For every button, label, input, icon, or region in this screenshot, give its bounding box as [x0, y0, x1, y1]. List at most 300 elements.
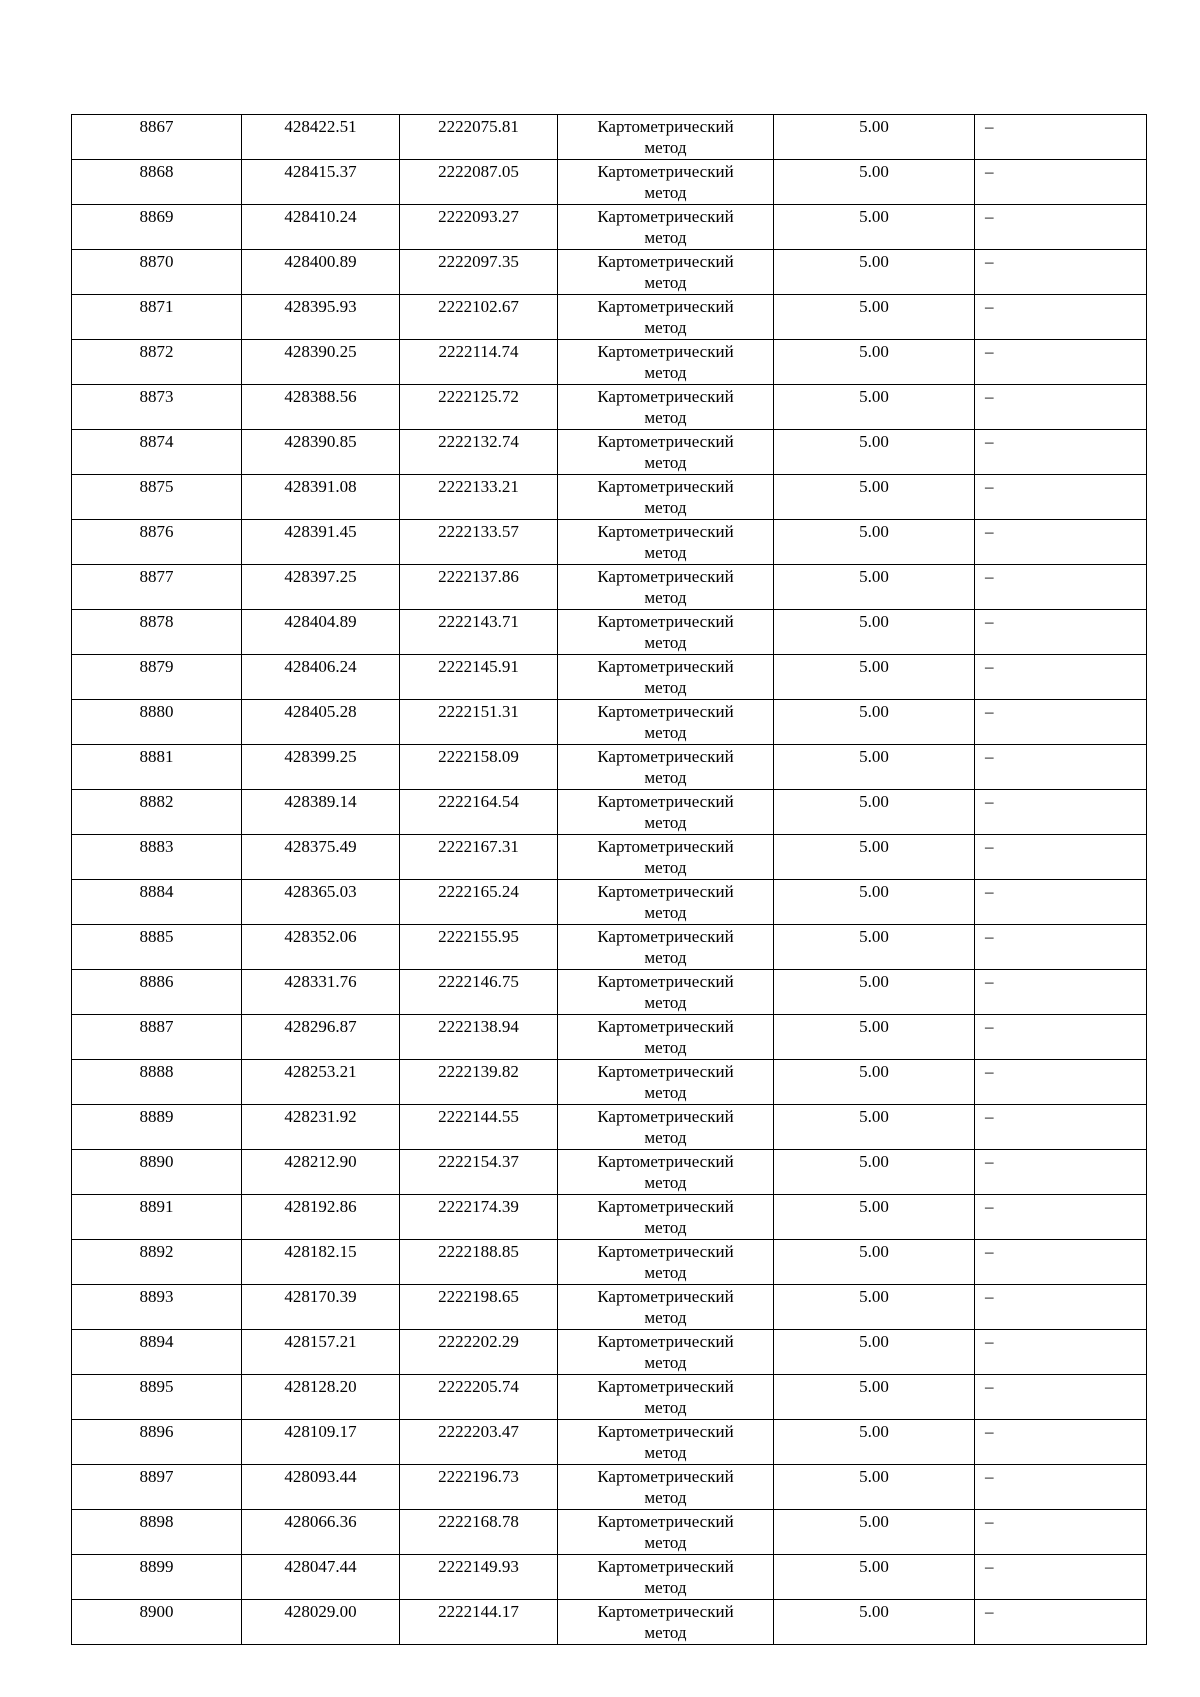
table-row	[72, 925, 1147, 970]
method-text-line: Картометрический	[597, 1602, 734, 1621]
method-cell	[558, 385, 774, 430]
point-number-cell: 8882	[72, 790, 242, 835]
table-row	[72, 1060, 1147, 1105]
method-text-line: метод	[644, 1218, 687, 1237]
method-text-line: метод	[644, 1443, 687, 1462]
x-coordinate-cell: 428128.20	[242, 1375, 400, 1420]
method-cell	[558, 565, 774, 610]
method-cell	[558, 1195, 774, 1240]
x-coordinate-cell: 428253.21	[242, 1060, 400, 1105]
point-number-cell: 8893	[72, 1285, 242, 1330]
y-coordinate-cell: 2222168.78	[400, 1510, 558, 1555]
method-text-line: метод	[644, 183, 687, 202]
note-cell: –	[975, 1285, 1147, 1330]
note-cell: –	[975, 160, 1147, 205]
method-cell	[558, 1555, 774, 1600]
point-number-cell: 8867	[72, 115, 242, 160]
point-number-cell: 8898	[72, 1510, 242, 1555]
method-text-line: Картометрический	[597, 972, 734, 991]
x-coordinate-cell: 428352.06	[242, 925, 400, 970]
method-text-line: Картометрический	[597, 1512, 734, 1531]
method-text-line: Картометрический	[597, 567, 734, 586]
precision-cell: 5.00	[774, 1105, 975, 1150]
point-number-cell: 8870	[72, 250, 242, 295]
y-coordinate-cell: 2222143.71	[400, 610, 558, 655]
note-cell: –	[975, 655, 1147, 700]
method-text-line: метод	[644, 858, 687, 877]
note-cell: –	[975, 790, 1147, 835]
method-text-line: метод	[644, 273, 687, 292]
method-text-line: Картометрический	[597, 477, 734, 496]
point-number-cell: 8886	[72, 970, 242, 1015]
point-number-cell: 8878	[72, 610, 242, 655]
precision-cell: 5.00	[774, 970, 975, 1015]
x-coordinate-cell: 428375.49	[242, 835, 400, 880]
method-text-line: метод	[644, 948, 687, 967]
method-text-line: метод	[644, 1263, 687, 1282]
note-cell: –	[975, 1510, 1147, 1555]
note-cell: –	[975, 745, 1147, 790]
precision-cell: 5.00	[774, 880, 975, 925]
precision-cell: 5.00	[774, 1330, 975, 1375]
precision-cell: 5.00	[774, 1285, 975, 1330]
method-text-line: Картометрический	[597, 297, 734, 316]
note-cell: –	[975, 250, 1147, 295]
y-coordinate-cell: 2222097.35	[400, 250, 558, 295]
x-coordinate-cell: 428391.08	[242, 475, 400, 520]
y-coordinate-cell: 2222203.47	[400, 1420, 558, 1465]
method-text-line: Картометрический	[597, 432, 734, 451]
note-cell: –	[975, 115, 1147, 160]
y-coordinate-cell: 2222133.21	[400, 475, 558, 520]
method-text-line: Картометрический	[597, 252, 734, 271]
y-coordinate-cell: 2222075.81	[400, 115, 558, 160]
y-coordinate-cell: 2222205.74	[400, 1375, 558, 1420]
precision-cell: 5.00	[774, 565, 975, 610]
method-text-line: Картометрический	[597, 522, 734, 541]
note-cell: –	[975, 1420, 1147, 1465]
method-cell	[558, 115, 774, 160]
y-coordinate-cell: 2222146.75	[400, 970, 558, 1015]
x-coordinate-cell: 428029.00	[242, 1600, 400, 1645]
method-cell	[558, 1240, 774, 1285]
method-text-line: Картометрический	[597, 837, 734, 856]
point-number-cell: 8871	[72, 295, 242, 340]
method-text-line: Картометрический	[597, 1107, 734, 1126]
method-text-line: метод	[644, 588, 687, 607]
x-coordinate-cell: 428406.24	[242, 655, 400, 700]
note-cell: –	[975, 1150, 1147, 1195]
y-coordinate-cell: 2222144.55	[400, 1105, 558, 1150]
method-cell	[558, 880, 774, 925]
method-text-line: метод	[644, 1398, 687, 1417]
method-cell	[558, 205, 774, 250]
x-coordinate-cell: 428399.25	[242, 745, 400, 790]
method-text-line: метод	[644, 993, 687, 1012]
y-coordinate-cell: 2222137.86	[400, 565, 558, 610]
table-row	[72, 835, 1147, 880]
y-coordinate-cell: 2222093.27	[400, 205, 558, 250]
table-row	[72, 700, 1147, 745]
method-cell	[558, 1150, 774, 1195]
method-text-line: метод	[644, 498, 687, 517]
note-cell: –	[975, 1060, 1147, 1105]
y-coordinate-cell: 2222102.67	[400, 295, 558, 340]
method-text-line: Картометрический	[597, 342, 734, 361]
x-coordinate-cell: 428231.92	[242, 1105, 400, 1150]
method-text-line: Картометрический	[597, 1287, 734, 1306]
table-row	[72, 1330, 1147, 1375]
note-cell: –	[975, 835, 1147, 880]
x-coordinate-cell: 428405.28	[242, 700, 400, 745]
method-cell	[558, 1060, 774, 1105]
precision-cell: 5.00	[774, 745, 975, 790]
y-coordinate-cell: 2222196.73	[400, 1465, 558, 1510]
x-coordinate-cell: 428047.44	[242, 1555, 400, 1600]
method-cell	[558, 1510, 774, 1555]
point-number-cell: 8872	[72, 340, 242, 385]
method-cell	[558, 1330, 774, 1375]
precision-cell: 5.00	[774, 1510, 975, 1555]
table-row	[72, 1150, 1147, 1195]
point-number-cell: 8885	[72, 925, 242, 970]
note-cell: –	[975, 1105, 1147, 1150]
method-text-line: Картометрический	[597, 162, 734, 181]
precision-cell: 5.00	[774, 340, 975, 385]
method-text-line: Картометрический	[597, 882, 734, 901]
y-coordinate-cell: 2222154.37	[400, 1150, 558, 1195]
y-coordinate-cell: 2222145.91	[400, 655, 558, 700]
point-number-cell: 8869	[72, 205, 242, 250]
method-text-line: Картометрический	[597, 927, 734, 946]
point-number-cell: 8883	[72, 835, 242, 880]
point-number-cell: 8881	[72, 745, 242, 790]
method-text-line: Картометрический	[597, 1152, 734, 1171]
y-coordinate-cell: 2222188.85	[400, 1240, 558, 1285]
point-number-cell: 8888	[72, 1060, 242, 1105]
y-coordinate-cell: 2222151.31	[400, 700, 558, 745]
method-text-line: Картометрический	[597, 612, 734, 631]
y-coordinate-cell: 2222132.74	[400, 430, 558, 475]
method-text-line: Картометрический	[597, 657, 734, 676]
table-row	[72, 1285, 1147, 1330]
table-row	[72, 1465, 1147, 1510]
precision-cell: 5.00	[774, 1465, 975, 1510]
table-row	[72, 1195, 1147, 1240]
method-text-line: метод	[644, 1083, 687, 1102]
x-coordinate-cell: 428388.56	[242, 385, 400, 430]
x-coordinate-cell: 428404.89	[242, 610, 400, 655]
method-text-line: метод	[644, 138, 687, 157]
x-coordinate-cell: 428395.93	[242, 295, 400, 340]
note-cell: –	[975, 1015, 1147, 1060]
y-coordinate-cell: 2222164.54	[400, 790, 558, 835]
point-number-cell: 8894	[72, 1330, 242, 1375]
method-cell	[558, 1015, 774, 1060]
table-row	[72, 655, 1147, 700]
precision-cell: 5.00	[774, 655, 975, 700]
point-number-cell: 8876	[72, 520, 242, 565]
table-row	[72, 430, 1147, 475]
precision-cell: 5.00	[774, 1015, 975, 1060]
precision-cell: 5.00	[774, 925, 975, 970]
note-cell: –	[975, 1375, 1147, 1420]
table-row	[72, 1510, 1147, 1555]
x-coordinate-cell: 428093.44	[242, 1465, 400, 1510]
x-coordinate-cell: 428296.87	[242, 1015, 400, 1060]
point-number-cell: 8879	[72, 655, 242, 700]
y-coordinate-cell: 2222174.39	[400, 1195, 558, 1240]
point-number-cell: 8868	[72, 160, 242, 205]
precision-cell: 5.00	[774, 160, 975, 205]
y-coordinate-cell: 2222149.93	[400, 1555, 558, 1600]
method-text-line: метод	[644, 453, 687, 472]
x-coordinate-cell: 428182.15	[242, 1240, 400, 1285]
method-text-line: Картометрический	[597, 1197, 734, 1216]
method-text-line: Картометрический	[597, 1242, 734, 1261]
precision-cell: 5.00	[774, 250, 975, 295]
point-number-cell: 8897	[72, 1465, 242, 1510]
x-coordinate-cell: 428390.85	[242, 430, 400, 475]
method-text-line: Картометрический	[597, 747, 734, 766]
point-number-cell: 8895	[72, 1375, 242, 1420]
note-cell: –	[975, 340, 1147, 385]
method-cell	[558, 790, 774, 835]
coordinates-table-body	[72, 115, 1147, 1645]
note-cell: –	[975, 880, 1147, 925]
y-coordinate-cell: 2222158.09	[400, 745, 558, 790]
note-cell: –	[975, 1555, 1147, 1600]
note-cell: –	[975, 925, 1147, 970]
x-coordinate-cell: 428391.45	[242, 520, 400, 565]
method-cell	[558, 970, 774, 1015]
precision-cell: 5.00	[774, 610, 975, 655]
table-row	[72, 565, 1147, 610]
precision-cell: 5.00	[774, 1150, 975, 1195]
method-text-line: метод	[644, 1308, 687, 1327]
table-row	[72, 1375, 1147, 1420]
x-coordinate-cell: 428109.17	[242, 1420, 400, 1465]
note-cell: –	[975, 1465, 1147, 1510]
note-cell: –	[975, 205, 1147, 250]
table-row	[72, 1600, 1147, 1645]
method-text-line: Картометрический	[597, 1377, 734, 1396]
table-row	[72, 475, 1147, 520]
method-cell	[558, 520, 774, 565]
precision-cell: 5.00	[774, 1195, 975, 1240]
table-row	[72, 115, 1147, 160]
method-cell	[558, 745, 774, 790]
table-row	[72, 970, 1147, 1015]
method-text-line: Картометрический	[597, 207, 734, 226]
method-cell	[558, 1465, 774, 1510]
note-cell: –	[975, 385, 1147, 430]
method-text-line: метод	[644, 678, 687, 697]
point-number-cell: 8892	[72, 1240, 242, 1285]
precision-cell: 5.00	[774, 1240, 975, 1285]
y-coordinate-cell: 2222155.95	[400, 925, 558, 970]
point-number-cell: 8891	[72, 1195, 242, 1240]
note-cell: –	[975, 295, 1147, 340]
note-cell: –	[975, 1195, 1147, 1240]
method-text-line: метод	[644, 903, 687, 922]
method-text-line: метод	[644, 1353, 687, 1372]
method-text-line: Картометрический	[597, 387, 734, 406]
note-cell: –	[975, 1240, 1147, 1285]
x-coordinate-cell: 428157.21	[242, 1330, 400, 1375]
method-text-line: Картометрический	[597, 792, 734, 811]
note-cell: –	[975, 1600, 1147, 1645]
method-text-line: Картометрический	[597, 1062, 734, 1081]
point-number-cell: 8887	[72, 1015, 242, 1060]
method-cell	[558, 250, 774, 295]
precision-cell: 5.00	[774, 385, 975, 430]
table-row	[72, 250, 1147, 295]
precision-cell: 5.00	[774, 835, 975, 880]
table-row	[72, 610, 1147, 655]
note-cell: –	[975, 970, 1147, 1015]
point-number-cell: 8875	[72, 475, 242, 520]
table-row	[72, 1240, 1147, 1285]
x-coordinate-cell: 428410.24	[242, 205, 400, 250]
method-text-line: метод	[644, 723, 687, 742]
method-text-line: Картометрический	[597, 1422, 734, 1441]
method-cell	[558, 925, 774, 970]
method-text-line: Картометрический	[597, 702, 734, 721]
coordinates-table	[71, 114, 1147, 1645]
y-coordinate-cell: 2222198.65	[400, 1285, 558, 1330]
precision-cell: 5.00	[774, 1555, 975, 1600]
precision-cell: 5.00	[774, 1600, 975, 1645]
x-coordinate-cell: 428389.14	[242, 790, 400, 835]
x-coordinate-cell: 428066.36	[242, 1510, 400, 1555]
method-cell	[558, 340, 774, 385]
method-text-line: метод	[644, 1578, 687, 1597]
point-number-cell: 8896	[72, 1420, 242, 1465]
method-text-line: метод	[644, 1173, 687, 1192]
note-cell: –	[975, 610, 1147, 655]
x-coordinate-cell: 428170.39	[242, 1285, 400, 1330]
method-text-line: метод	[644, 633, 687, 652]
table-row	[72, 1420, 1147, 1465]
method-cell	[558, 295, 774, 340]
method-text-line: метод	[644, 228, 687, 247]
method-cell	[558, 1375, 774, 1420]
table-row	[72, 295, 1147, 340]
method-cell	[558, 1420, 774, 1465]
x-coordinate-cell: 428400.89	[242, 250, 400, 295]
note-cell: –	[975, 565, 1147, 610]
y-coordinate-cell: 2222144.17	[400, 1600, 558, 1645]
method-text-line: Картометрический	[597, 1467, 734, 1486]
method-text-line: Картометрический	[597, 1332, 734, 1351]
note-cell: –	[975, 475, 1147, 520]
y-coordinate-cell: 2222133.57	[400, 520, 558, 565]
table-row	[72, 1555, 1147, 1600]
note-cell: –	[975, 700, 1147, 745]
y-coordinate-cell: 2222139.82	[400, 1060, 558, 1105]
method-text-line: метод	[644, 408, 687, 427]
point-number-cell: 8880	[72, 700, 242, 745]
table-row	[72, 790, 1147, 835]
method-cell	[558, 1600, 774, 1645]
method-text-line: Картометрический	[597, 117, 734, 136]
method-text-line: метод	[644, 318, 687, 337]
method-cell	[558, 700, 774, 745]
table-row	[72, 1015, 1147, 1060]
x-coordinate-cell: 428192.86	[242, 1195, 400, 1240]
note-cell: –	[975, 1330, 1147, 1375]
x-coordinate-cell: 428365.03	[242, 880, 400, 925]
method-text-line: метод	[644, 543, 687, 562]
point-number-cell: 8873	[72, 385, 242, 430]
method-cell	[558, 655, 774, 700]
precision-cell: 5.00	[774, 1375, 975, 1420]
x-coordinate-cell: 428422.51	[242, 115, 400, 160]
x-coordinate-cell: 428331.76	[242, 970, 400, 1015]
method-cell	[558, 1285, 774, 1330]
method-text-line: метод	[644, 1038, 687, 1057]
method-text-line: метод	[644, 1128, 687, 1147]
table-row	[72, 1105, 1147, 1150]
table-row	[72, 340, 1147, 385]
table-row	[72, 205, 1147, 250]
y-coordinate-cell: 2222138.94	[400, 1015, 558, 1060]
y-coordinate-cell: 2222167.31	[400, 835, 558, 880]
y-coordinate-cell: 2222125.72	[400, 385, 558, 430]
precision-cell: 5.00	[774, 700, 975, 745]
table-row	[72, 385, 1147, 430]
method-cell	[558, 835, 774, 880]
precision-cell: 5.00	[774, 115, 975, 160]
method-cell	[558, 160, 774, 205]
x-coordinate-cell: 428397.25	[242, 565, 400, 610]
table-row	[72, 520, 1147, 565]
method-text-line: метод	[644, 813, 687, 832]
method-text-line: метод	[644, 1488, 687, 1507]
table-row	[72, 880, 1147, 925]
x-coordinate-cell: 428390.25	[242, 340, 400, 385]
point-number-cell: 8889	[72, 1105, 242, 1150]
precision-cell: 5.00	[774, 430, 975, 475]
method-text-line: Картометрический	[597, 1557, 734, 1576]
point-number-cell: 8900	[72, 1600, 242, 1645]
x-coordinate-cell: 428212.90	[242, 1150, 400, 1195]
point-number-cell: 8877	[72, 565, 242, 610]
precision-cell: 5.00	[774, 790, 975, 835]
method-text-line: метод	[644, 768, 687, 787]
method-cell	[558, 1105, 774, 1150]
point-number-cell: 8874	[72, 430, 242, 475]
precision-cell: 5.00	[774, 205, 975, 250]
method-cell	[558, 475, 774, 520]
point-number-cell: 8884	[72, 880, 242, 925]
y-coordinate-cell: 2222165.24	[400, 880, 558, 925]
method-text-line: метод	[644, 1533, 687, 1552]
x-coordinate-cell: 428415.37	[242, 160, 400, 205]
method-text-line: метод	[644, 363, 687, 382]
table-row	[72, 160, 1147, 205]
precision-cell: 5.00	[774, 1420, 975, 1465]
precision-cell: 5.00	[774, 1060, 975, 1105]
y-coordinate-cell: 2222202.29	[400, 1330, 558, 1375]
point-number-cell: 8890	[72, 1150, 242, 1195]
y-coordinate-cell: 2222087.05	[400, 160, 558, 205]
y-coordinate-cell: 2222114.74	[400, 340, 558, 385]
precision-cell: 5.00	[774, 295, 975, 340]
method-text-line: Картометрический	[597, 1017, 734, 1036]
table-row	[72, 745, 1147, 790]
